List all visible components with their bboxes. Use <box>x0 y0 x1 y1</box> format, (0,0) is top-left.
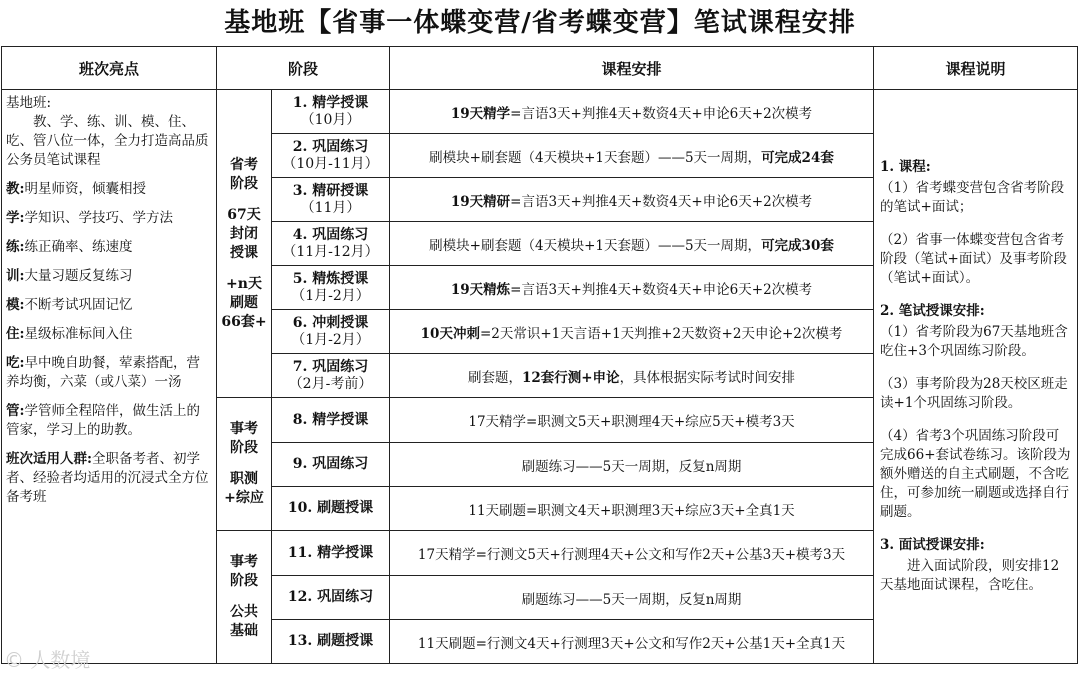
stage-item-label: 2. 巩固练习 <box>292 138 369 155</box>
stage-item <box>272 354 390 398</box>
stage-item-label: 4. 巩固练习 <box>292 226 369 243</box>
stage-line: 刷题 <box>230 294 258 311</box>
page-title: 基地班【省事一体蝶变营/省考蝶变营】笔试课程安排 <box>224 8 856 38</box>
highlight-item: 管:学管师全程陪伴，做生活上的管家，学习上的助教。 <box>6 403 200 438</box>
schedule-cell: 刷模块+刷套题（4天模块+1天套题）——5天一周期，可完成24套 <box>390 134 874 178</box>
highlight-item: 训:大量习题反复练习 <box>6 268 133 284</box>
stage-item <box>272 178 390 222</box>
stage-line: 省考 <box>230 156 258 173</box>
note-text: （2）省事一体蝶变营包含省考阶段（笔试+面试）及事考阶段（笔试+面试）。 <box>880 232 1067 286</box>
stage-item-label: 1. 精学授课 <box>292 94 369 111</box>
stage-line: 封闭 <box>230 225 258 242</box>
stage-item <box>272 398 390 443</box>
stage-item-period: （2月-考前） <box>288 375 373 392</box>
notes-title-3: 3. 面试授课安排: <box>880 537 985 553</box>
schedule-cell: 19天精炼=言语3天+判推4天+数资4天+申论6天+2次模考 <box>390 266 874 310</box>
stage-item <box>272 443 390 487</box>
highlights-cell <box>2 90 217 664</box>
schedule-cell: 11天刷题=职测文4天+职测理3天+综应3天+全真1天 <box>390 487 874 531</box>
stage-item <box>272 531 390 576</box>
stage-item-label: 6. 冲刺授课 <box>292 314 369 331</box>
schedule-cell: 17天精学=职测文5天+职测理4天+综应5天+模考3天 <box>390 398 874 443</box>
stage-line: 授课 <box>230 244 258 261</box>
stage-item-label: 11. 精学授课 <box>287 544 374 561</box>
schedule-cell: 19天精研=言语3天+判推4天+数资4天+申论6天+2次模考 <box>390 178 874 222</box>
note-text: （1）省考阶段为67天基地班含吃住+3个巩固练习阶段。 <box>880 324 1068 359</box>
stage-item-label: 9. 巩固练习 <box>292 456 369 472</box>
highlight-item: 班次适用人群:全职备考者、初学者、经验者均适用的沉浸式全方位备考班 <box>6 451 209 505</box>
notes-cell <box>874 90 1078 664</box>
highlights-intro-text: 教、学、练、训、模、住、吃、管八位一体，全力打造高品质公务员笔试课程 <box>6 114 209 168</box>
note-text: （1）省考蝶变营包含省考阶段的笔试+面试； <box>880 180 1065 215</box>
stage-line: 67天 <box>227 206 261 223</box>
note-text: （4）省考3个巩固练习阶段可完成66+套试卷练习。该阶段为额外赠送的自主式刷题，不含吃住，可参加统一刷题或选择自行刷题。 <box>880 428 1071 520</box>
schedule-cell: 11天刷题=行测文4天+行测理3天+公文和写作2天+公基1天+全真1天 <box>390 620 874 664</box>
stage-line: 阶段 <box>230 573 258 589</box>
stage-item-period: （10月） <box>300 111 361 128</box>
highlight-item: 住:星级标准标间入住 <box>6 326 133 342</box>
header-highlights: 班次亮点 <box>2 47 217 90</box>
header-schedule: 课程安排 <box>390 47 874 90</box>
stage-item-label: 7. 巩固练习 <box>292 358 369 375</box>
header-notes: 课程说明 <box>874 47 1078 90</box>
stage-line: +n天 <box>226 275 262 292</box>
highlights-intro-label: 基地班: <box>6 95 52 111</box>
stage-line: 基础 <box>230 623 258 639</box>
stage-item-label: 13. 刷题授课 <box>287 633 374 649</box>
header-stage: 阶段 <box>217 47 390 90</box>
highlight-item: 教:明星师资，倾囊相授 <box>6 181 146 197</box>
schedule-cell: 刷题练习——5天一周期，反复n周期 <box>390 443 874 487</box>
stage-cell <box>217 398 272 531</box>
stage-item-label: 8. 精学授课 <box>292 411 369 428</box>
schedule-cell: 刷模块+刷套题（4天模块+1天套题）——5天一周期，可完成30套 <box>390 222 874 266</box>
stage-item <box>272 620 390 664</box>
header-row <box>2 47 1078 90</box>
stage-cell <box>217 90 272 398</box>
stage-item-label: 12. 巩固练习 <box>287 589 374 605</box>
schedule-cell: 19天精学=言语3天+判推4天+数资4天+申论6天+2次模考 <box>390 90 874 134</box>
schedule-cell: 刷题练习——5天一周期，反复n周期 <box>390 576 874 620</box>
stage-item-period: （1月-2月） <box>291 287 370 304</box>
stage-item <box>272 222 390 266</box>
highlight-item: 吃:早中晚自助餐，荤素搭配，营养均衡，六菜（或八菜）一汤 <box>6 355 200 390</box>
stage-item <box>272 266 390 310</box>
stage-item <box>272 90 390 134</box>
watermark: © 人数境 <box>4 648 91 672</box>
schedule-cell: 刷套题，12套行测+申论，具体根据实际考试时间安排 <box>390 354 874 398</box>
stage-line: 66套+ <box>221 313 267 330</box>
stage-item-period: （11月） <box>300 199 361 216</box>
stage-item-label: 10. 刷题授课 <box>287 500 374 516</box>
stage-line: 公共 <box>230 604 258 620</box>
highlight-item: 模:不断考试巩固记忆 <box>6 297 133 313</box>
stage-item <box>272 576 390 620</box>
stage-item-period: （11月-12月） <box>282 243 379 260</box>
highlight-item: 学:学知识、学技巧、学方法 <box>6 210 173 226</box>
stage-item-label: 3. 精研授课 <box>292 182 369 199</box>
stage-line: 事考 <box>230 421 258 437</box>
stage-item <box>272 310 390 354</box>
stage-line: 职测 <box>230 471 258 487</box>
stage-line: 阶段 <box>230 440 258 456</box>
note-text: 进入面试阶段，则安排12天基地面试课程，含吃住。 <box>880 558 1060 593</box>
stage-item-label: 5. 精炼授课 <box>292 270 369 287</box>
note-text: （3）事考阶段为28天校区班走读+1个巩固练习阶段。 <box>880 376 1068 411</box>
notes-title-2: 2. 笔试授课安排: <box>880 303 985 319</box>
stage-cell <box>217 531 272 664</box>
stage-item-period: （1月-2月） <box>291 331 370 348</box>
table-row <box>2 90 1078 134</box>
schedule-table <box>1 46 1078 664</box>
stage-item <box>272 134 390 178</box>
stage-line: +综应 <box>224 490 264 506</box>
stage-line: 事考 <box>230 554 258 570</box>
schedule-cell: 10天冲刺=2天常识+1天言语+1天判推+2天数资+2天申论+2次模考 <box>390 310 874 354</box>
highlight-item: 练:练正确率、练速度 <box>6 239 133 255</box>
schedule-cell: 17天精学=行测文5天+行测理4天+公文和写作2天+公基3天+模考3天 <box>390 531 874 576</box>
stage-item-period: （10月-11月） <box>282 155 379 172</box>
stage-item <box>272 487 390 531</box>
stage-line: 阶段 <box>230 175 258 192</box>
notes-title-1: 1. 课程: <box>880 159 931 175</box>
